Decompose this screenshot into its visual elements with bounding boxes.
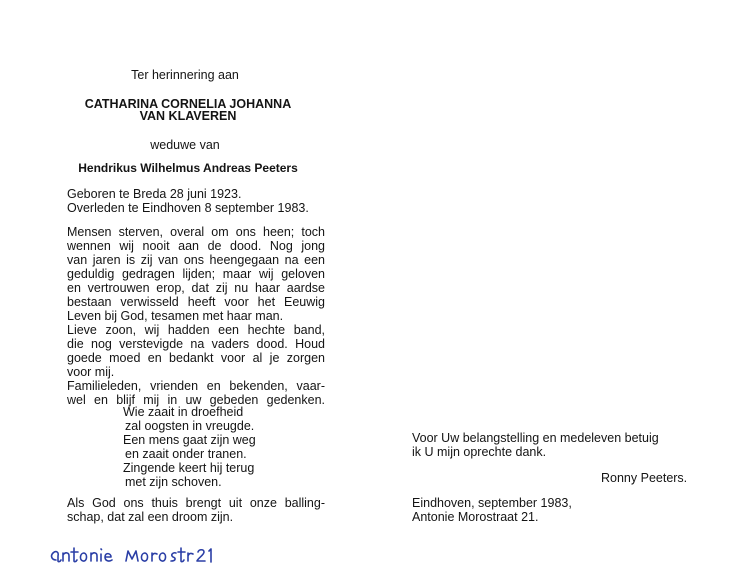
death-line: Overleden te Eindhoven 8 september 1983. (67, 201, 309, 215)
text-line: goede moed en bedankt voor al je zorgen (67, 351, 325, 365)
poem-line: Zingende keert hij terug (123, 461, 255, 475)
closing-line: Als God ons thuis brengt uit onze balling- (67, 496, 325, 510)
address: Antonie Morostraat 21. (412, 510, 539, 524)
intro-text: Ter herinnering aan (131, 68, 239, 82)
closing-line: schap, dat zal een droom zijn. (67, 510, 234, 524)
deceased-name-line2: VAN KLAVEREN (139, 109, 237, 123)
place-date: Eindhoven, september 1983, (412, 496, 572, 510)
text-line: van jaren is zij van ons heengegaan na een (67, 253, 325, 267)
poem-line: met zijn schoven. (125, 475, 222, 489)
signature: Ronny Peeters. (601, 471, 688, 485)
poem-line: en zaait onder tranen. (125, 447, 247, 461)
text-line: Lieve zoon, wij hadden een hechte band, (67, 323, 325, 337)
closing-text (67, 496, 325, 524)
text-line: voor mij. (67, 365, 115, 379)
memorial-text (67, 225, 325, 407)
text-line: Mensen sterven, overal om ons heen; toch (67, 225, 325, 239)
thanks-line2: ik U mijn oprechte dank. (412, 445, 547, 459)
poem-line: Een mens gaat zijn weg (123, 433, 256, 447)
text-line: en vertrouwen erop, dat zij nu haar aardse (67, 281, 325, 295)
text-line: die nog verstevigde na vaders dood. Houd (67, 337, 325, 351)
poem-line: Wie zaait in droefheid (123, 405, 244, 419)
widow-of-text: weduwe van (150, 138, 220, 152)
poem (123, 405, 256, 489)
text-line: bestaan verwisseld heeft voor het Eeuwig (67, 295, 325, 309)
text-line: wennen wij nooit aan de dood. Nog jong (67, 239, 325, 253)
husband-name: Hendrikus Wilhelmus Andreas Peeters (78, 161, 298, 175)
text-line: geduldig gedragen lijden; maar wij geloven (67, 267, 325, 281)
text-line: Leven bij God, tesamen met haar man. (67, 309, 284, 323)
text-line: Familieleden, vrienden en bekenden, vaar- (67, 379, 325, 393)
handwritten-note (46, 538, 266, 570)
text-line: wel en blijf mij in uw gebeden gedenken. (67, 393, 325, 407)
poem-line: zal oogsten in vreugde. (125, 419, 255, 433)
thanks-line1: Voor Uw belangstelling en medeleven betuig (412, 431, 659, 445)
deceased-name-line1: CATHARINA CORNELIA JOHANNA (84, 97, 292, 111)
birth-line: Geboren te Breda 28 juni 1923. (67, 187, 242, 201)
